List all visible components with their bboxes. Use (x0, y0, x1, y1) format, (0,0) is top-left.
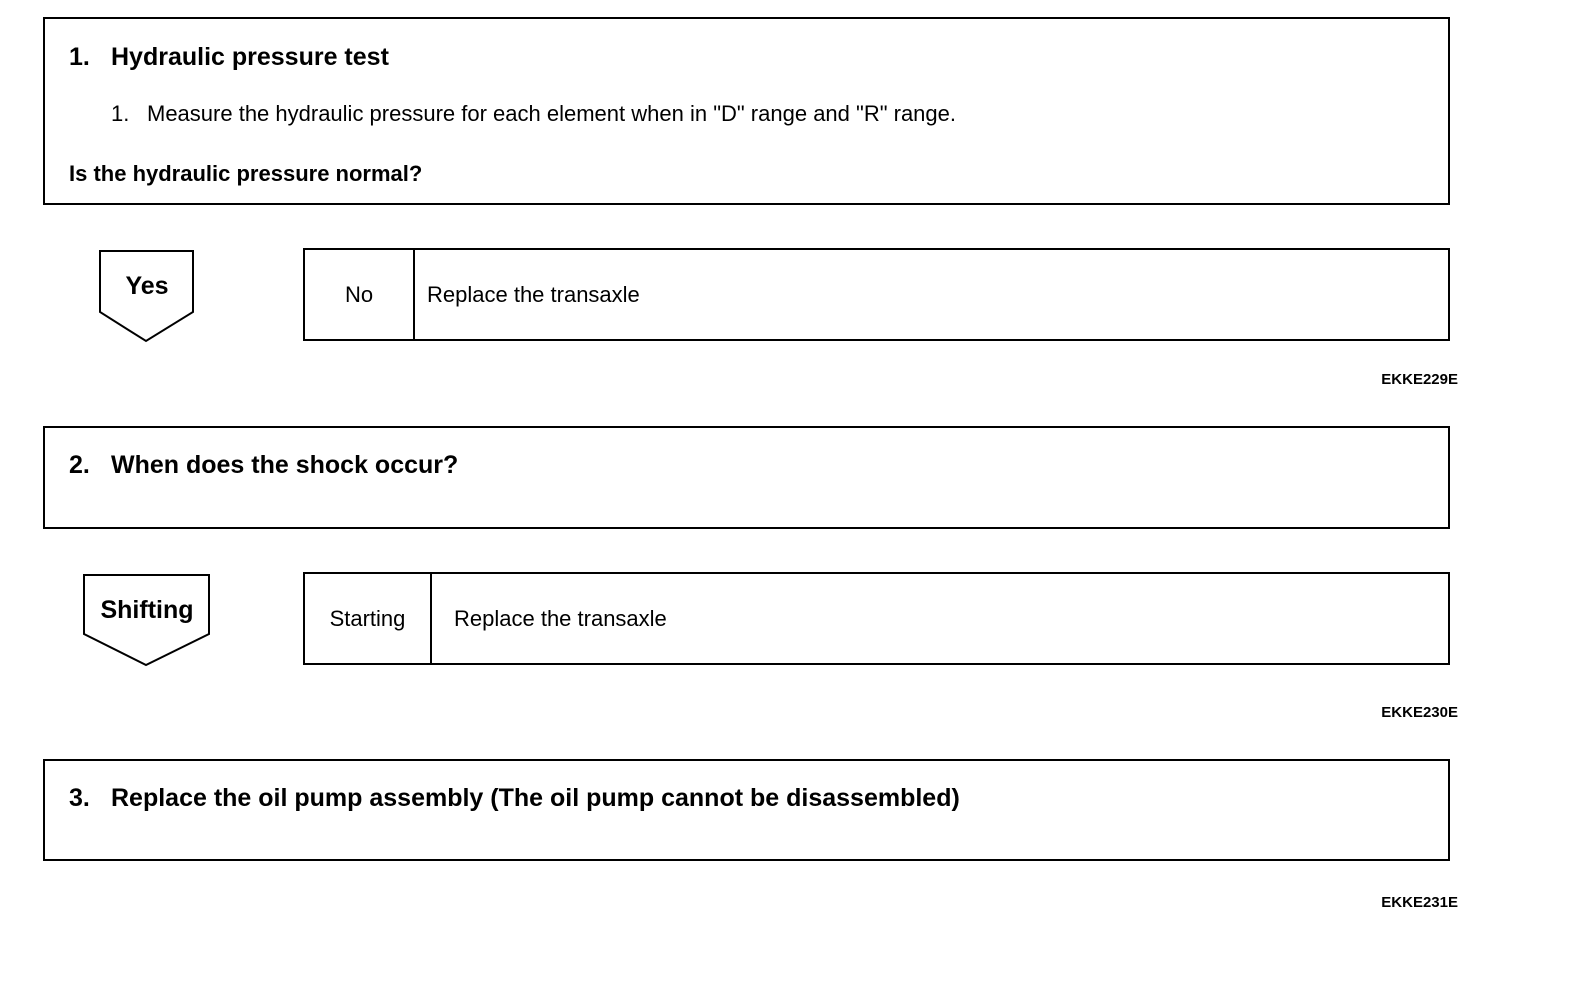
step-1-action: Replace the transaxle (427, 281, 640, 307)
step-3-code: EKKE231E (1381, 894, 1458, 911)
step-2-title-text: When does the shock occur? (111, 451, 459, 479)
step-2-title (69, 451, 458, 480)
step-2-code: EKKE230E (1381, 704, 1458, 721)
yes-arrow (99, 250, 195, 344)
step-1-number: 1. (69, 43, 90, 71)
step-1-title (69, 43, 389, 72)
step-1-title-text: Hydraulic pressure test (111, 43, 389, 71)
step-1-substep (111, 101, 956, 127)
step-2-starting-branch (303, 572, 1450, 665)
step-1-box (43, 17, 1450, 205)
step-3-title-text: Replace the oil pump assembly (The oil pump cannot be disassembled) (111, 784, 960, 812)
step-1-no-branch (303, 248, 1450, 341)
step-2-number: 2. (69, 451, 90, 479)
step-2-action: Replace the transaxle (454, 605, 667, 631)
step-2-box (43, 426, 1450, 529)
step-3-number: 3. (69, 784, 90, 812)
step-1-code: EKKE229E (1381, 371, 1458, 388)
yes-arrow-label: Yes (125, 272, 169, 300)
step-1-question: Is the hydraulic pressure normal? (69, 161, 423, 186)
shifting-arrow (83, 574, 211, 668)
step-1-substep-text: Measure the hydraulic pressure for each element when in "D" range and "R" range. (147, 101, 957, 126)
step-3-box (43, 759, 1450, 861)
step-3-title (69, 784, 960, 813)
step-1-substep-number: 1. (111, 101, 130, 126)
step-2-condition: Starting (305, 574, 432, 663)
step-1-condition: No (305, 250, 415, 339)
shifting-arrow-label: Shifting (100, 596, 194, 624)
